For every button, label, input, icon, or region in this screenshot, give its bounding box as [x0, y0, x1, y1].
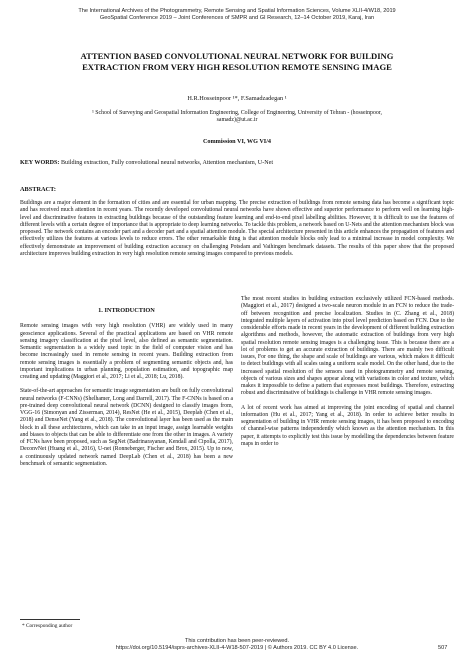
keywords-label: KEY WORDS:: [20, 160, 60, 166]
running-header: [0, 8, 474, 22]
title-line-1: ATTENTION BASED CONVOLUTIONAL NEURAL NETWORK FOR BUILDING: [80, 51, 394, 61]
paragraph: Remote sensing images with very high resolution (VHR) are widely used in many geoscience applications. Several of the practical applications are based on VHR remote sensing imagery classification at the pixel level, also defined as semantic segmentation. Semantic segmentation is a widely used topic in the field of computer vision and has become increasingly used in remote sensing in recent years. Building extraction from remote sensing images is essentially a problem of segmenting semantic objects and, has important implications in urban planning, population estimation, and topographic map creating and updating (Maggiori et al., 2017; Li et al., 2018; Lu, 2018).: [20, 323, 233, 380]
title-line-2: EXTRACTION FROM VERY HIGH RESOLUTION REMOTE SENSING IMAGE: [82, 62, 392, 72]
commission: Commission VI, WG VI/4: [202, 138, 272, 145]
abstract-heading: ABSTRACT:: [20, 186, 56, 193]
affiliation-line-1: ¹ School of Surveying and Geospatial Information Engineering, College of Engineering, University of Tehran - (hosseinpoor,: [92, 110, 382, 116]
header-line-1: The International Archives of the Photogrammetry, Remote Sensing and Spatial Information Sciences, Volume XLII-4/W18, 2019: [78, 8, 396, 14]
left-column: [20, 307, 233, 475]
footer-doi-link[interactable]: https://doi.org/10.5194/isprs-archives-XLII-4-W18-507-2019 | © Authors 2019. CC BY 4.0 License.: [115, 645, 359, 652]
abstract-text: Buildings are a major element in the formation of cities and are essential for urban mapping. The precise extraction of buildings from remote sensing data has become a significant topic and has received much attention in recent years. The recently developed convolutional neural networks have shown effective and superior performance to perform well on learning high-level and discriminative features in extracting buildings because of the outstanding feature learning and end-to-end pixel labelling abilities. However, it is difficult to use the features of different levels with a certain degree of importance that is appropriate to deep learning networks. To tackle this problem, a network based on U-Nets and the attention mechanism block was proposed. The network contains an encoder part and a decoder part and a spatial attention module. The special architecture presented in this article enhances the propagation of features and effectively utilizes the features at various levels to reduce errors. The other remarkable thing is that attention module blocks only lead to a minimal increase in model complexity. We effectively demonstrate an improvement of building extraction accuracy on challenging Potsdam and Vaihingen benchmark datasets. The results of this paper show that the proposed architecture improves building extraction in very high resolution remote sensing images compared to previous models.: [20, 200, 454, 257]
section-heading-introduction: 1. INTRODUCTION: [98, 307, 155, 314]
page-number: 507: [438, 645, 448, 651]
authors: H.R.Hosseinpoor ¹*, F.Samadzadegan ¹: [187, 95, 287, 102]
paragraph: The most recent studies in building extraction exclusively utilized FCN-based methods. (Maggiori et al., 2017) designed a two-scale neuron module in an FCN to reduce the trade-off between recognition and precise localization. Studies in (C. Zhang et al., 2018) integrated multiple layers of activation into pixel level prediction based on FCN. Due to the considerable efforts made in recent years in the development of different building extraction algorithms and methods, however, the automatic extraction of buildings from very high spatial resolution remote sensing images is a challenging issue. This is because there are a lot of problems to get an accurate extraction of buildings. There are mainly two difficult issues, For one thing, the shape and scale of buildings are various, which makes it difficult to detect buildings with all scales using a uniform scale model. On the other hand, due to the increased spatial resolution of the sensors used in photogrammetry and remote sensing, objects of various sizes and shapes appear along with variations in color and texture, which makes it impossible to define a pattern that expresses most buildings. Therefore, extracting robust and discriminative of buildings is challenge in VHR remote sensing images.: [241, 296, 454, 397]
affiliation: [40, 110, 434, 125]
paper-title: [20, 51, 454, 73]
footnote: * Corresponding author: [22, 623, 73, 629]
right-column: [241, 296, 454, 455]
keywords-text: Building extraction, Fully convolutional neural networks, Attention mechanism, U-Net: [59, 160, 274, 166]
keywords: [20, 160, 454, 166]
paragraph: State-of-the-art approaches for semantic image segmentation are built on fully convolutional neural networks (F-CNNs) (Shelhamer, Long and Darrell, 2017). The F-CNNs is based on a pre-trained deep convolutional neural network (DCNN) designed to classify images from, VGG-16 (Simonyan and Zisserman, 2014), ResNet (He et al., 2015), Deeplab (Chen et al., 2018) and DenseNet (Yang et al., 2018). The convolutional layer has been used as the main block in all these architectures, which can take in an input image, assign learnable weights and biases to objects that can be able to differentiate one from the other in images. A variety of FCNs have been proposed, such as SegNet (Badrinarayanan, Kendall and Cipolla, 2017), DeconvNet (Huang et al., 2016), U-net (Ronneberger, Fischer and Brox, 2015). Up to now, a continuously updated network named DeepLab (Chen et al., 2018) has been a new benchmark of semantic segmentation.: [20, 388, 233, 467]
page-footer: [0, 638, 474, 652]
header-line-2: GeoSpatial Conference 2019 – Joint Conferences of SMPR and GI Research, 12–14 October 2019, Karaj, Iran: [99, 15, 375, 22]
paragraph: A lot of recent work has aimed at improving the joint encoding of spatial and channel information (Hu et al., 2017; Yang et al., 2018). In order to achieve better results in segmentation of building in VHR remote sensing images, it has been proposed to encoding of channel-wise patterns independently which known as the attention mechanism. In this paper, it attempts to explicitly test this issue by modelling the dependencies between feature maps in order to: [241, 404, 454, 447]
footer-review-note: This contribution has been peer-reviewed.: [184, 638, 290, 644]
footnote-divider: [20, 619, 80, 620]
affiliation-line-2: samadz)@ut.ac.ir: [216, 117, 258, 124]
